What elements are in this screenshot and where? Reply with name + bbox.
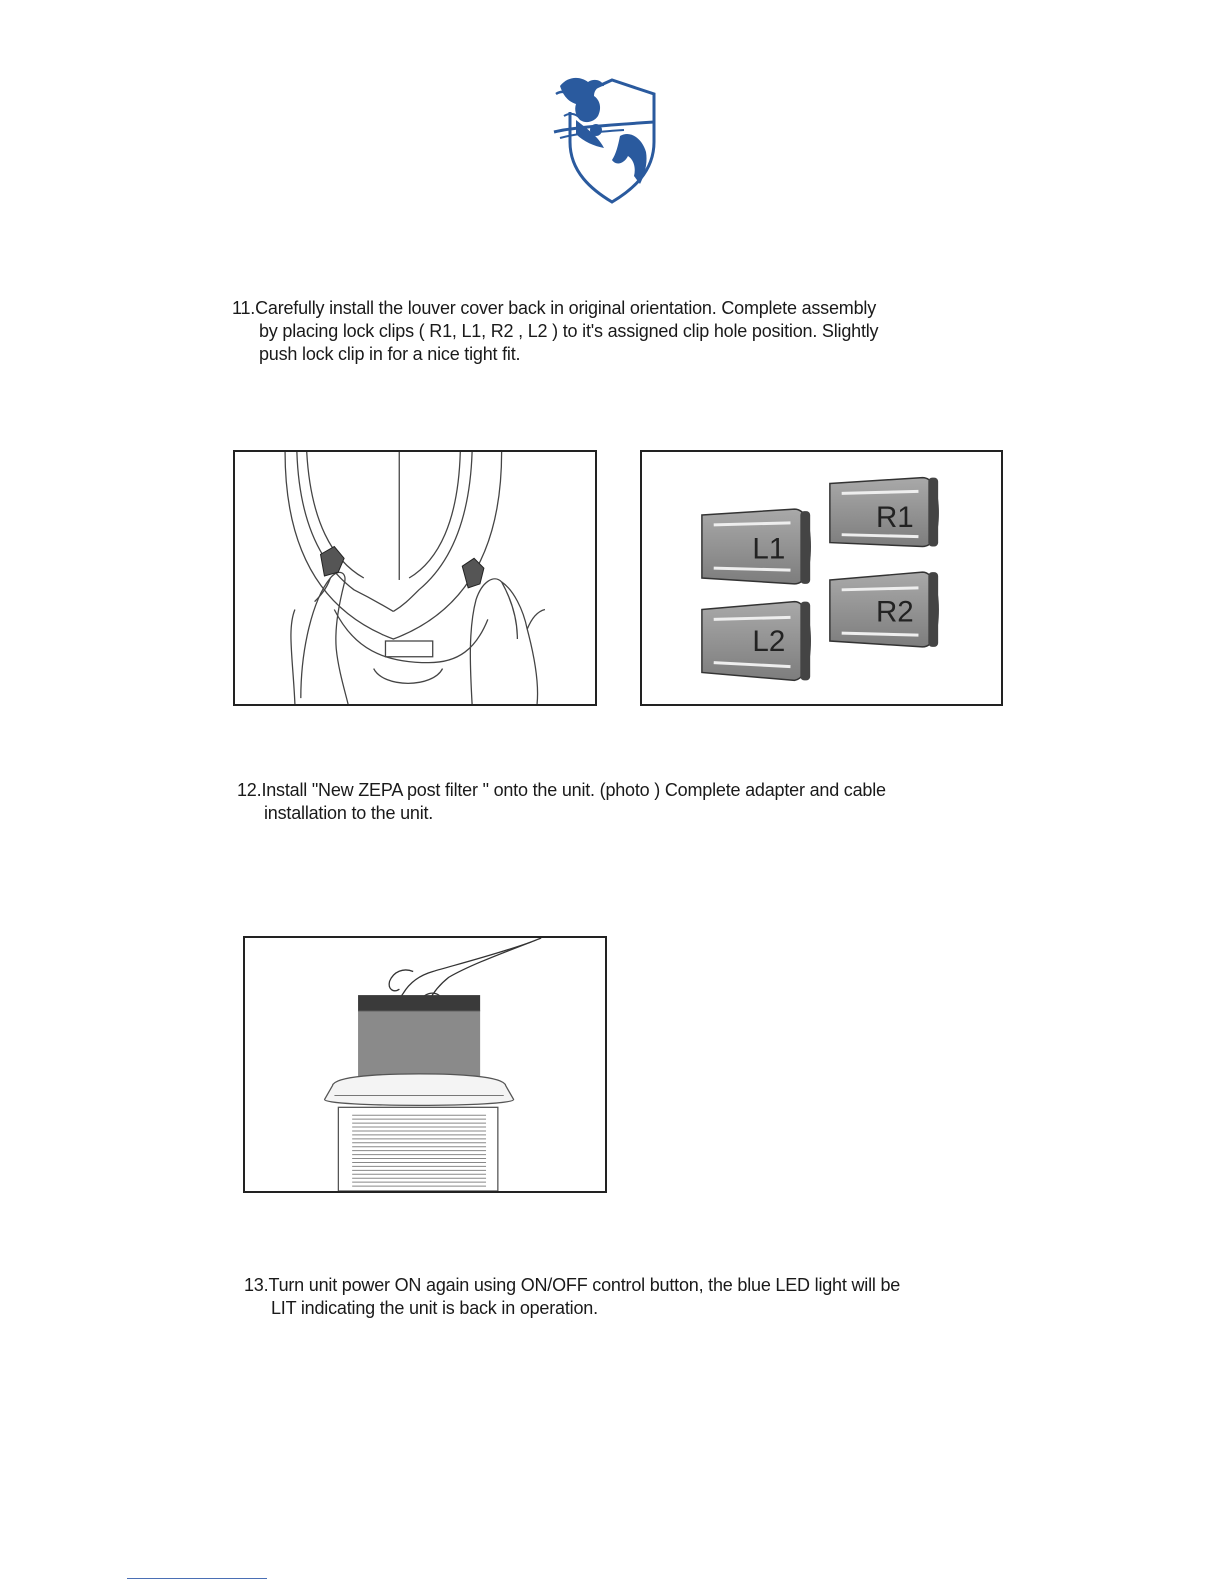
clip-label-l2: L2 [752,624,786,658]
figure-louver-cover-install [233,450,597,706]
step-line: Install "New ZEPA post filter " onto the unit. (photo ) Complete adapter and cable [261,780,886,800]
step-number: 11. [232,298,256,318]
lock-clips-illustration [642,452,1001,704]
step-13-text [244,1274,1004,1320]
clip-label-r2: R2 [875,595,914,629]
louver-cover-hands-illustration [235,452,595,704]
step-line: Carefully install the louver cover back in original orientation. Complete assembly [255,298,876,318]
company-logo [550,72,660,204]
clip-label-l1: L1 [752,532,786,566]
footer-link-underline [127,1578,267,1579]
post-filter-illustration [245,938,605,1191]
step-number: 12. [237,780,262,800]
step-line: LIT indicating the unit is back in operation. [271,1298,598,1318]
figure-post-filter-install [243,936,607,1193]
figure-lock-clips [640,450,1003,706]
step-12-text [237,779,997,825]
step-line: installation to the unit. [264,803,434,823]
step-line: push lock clip in for a nice tight fit. [259,344,521,364]
clip-label-r1: R1 [875,500,914,534]
step-number: 13. [244,1275,269,1295]
step-line: by placing lock clips ( R1, L1, R2 , L2 ) to it's assigned clip hole position. Slightly [259,321,879,341]
knight-horse-shield-logo-icon [550,72,660,204]
step-line: Turn unit power ON again using ON/OFF control button, the blue LED light will be [268,1275,901,1295]
step-11-text [232,297,992,366]
